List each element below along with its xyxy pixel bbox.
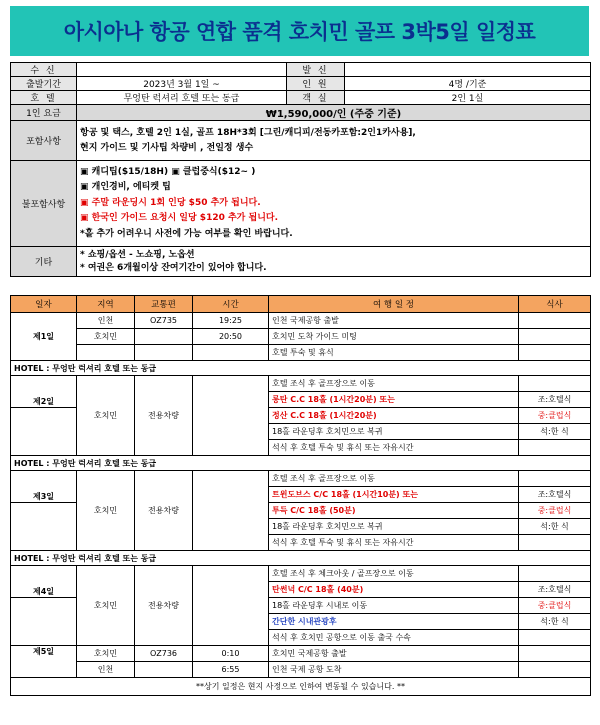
guest-label: 수 신: [11, 63, 77, 77]
plan-cell: 석식 후 호치민 공항으로 이동 출국 수속: [269, 630, 519, 646]
price-value: ₩1,590,000/인 (주중 기준): [77, 105, 591, 121]
time-cell: 6:55: [193, 662, 269, 678]
region-cell: [77, 345, 135, 361]
plan-cell: 호치민 도착 가이드 미팅: [269, 329, 519, 345]
hotel-label: 호 텔: [11, 91, 77, 105]
time-cell: 19:25: [193, 313, 269, 329]
day-label: 제4일: [11, 566, 77, 598]
region-cell: 호치민: [77, 329, 135, 345]
hotel-note: HOTEL : 무엉탄 럭셔리 호텔 또는 동급: [11, 456, 591, 471]
region-cell: 인천: [77, 662, 135, 678]
people-label: 인 원: [287, 77, 345, 91]
time-cell: [193, 566, 269, 646]
include-cell: [77, 121, 591, 161]
plan-cell: 호치민 국제공항 출발: [269, 646, 519, 662]
hotel-value: 무엉탄 럭셔리 호텔 또는 동급: [77, 91, 287, 105]
transport-cell: [135, 662, 193, 678]
meal-cell: 조:호텔식: [519, 392, 591, 408]
day-label: 제1일: [11, 313, 77, 361]
day-cell-empty: [11, 408, 77, 456]
header-date: 일자: [11, 296, 77, 313]
sender-label: 발 신: [287, 63, 345, 77]
meal-cell: [519, 535, 591, 551]
day-label: 제2일: [11, 376, 77, 408]
schedule-table: [10, 295, 591, 696]
etc-line: * 여권은 6개월이상 잔여기간이 있어야 합니다.: [80, 262, 267, 273]
meal-cell: 중:클럽식: [519, 503, 591, 519]
etc-label: 기타: [11, 247, 77, 277]
include-line: 항공 및 택스, 호텔 2인 1실, 골프 18H*3회 [그린/캐디피/전동카포함:2인1카사용],: [80, 127, 416, 138]
time-cell: 20:50: [193, 329, 269, 345]
plan-cell: 트윈도브스 C/C 18홀 (1시간10분) 또는: [269, 487, 519, 503]
meal-cell: 조:호텔식: [519, 582, 591, 598]
include-line: 현지 가이드 및 기사팁 차량비 , 전일정 생수: [80, 142, 254, 153]
transport-cell: 전용차량: [135, 376, 193, 456]
plan-cell: 호텔 조식 후 골프장으로 이동: [269, 471, 519, 487]
plan-cell: 간단한 시내관광후: [269, 614, 519, 630]
meal-cell: [519, 329, 591, 345]
plan-cell: 탄썬넉 C/C 18홀 (40분): [269, 582, 519, 598]
meal-cell: 석:한 식: [519, 424, 591, 440]
meal-cell: [519, 646, 591, 662]
transport-cell: 전용차량: [135, 566, 193, 646]
plan-cell: 호텔 투숙 및 휴식: [269, 345, 519, 361]
time-cell: [193, 471, 269, 551]
exclude-line: ▣ 개인경비, 에티켓 팁: [80, 182, 171, 193]
transport-cell: [135, 329, 193, 345]
header-transport: 교통편: [135, 296, 193, 313]
hotel-note: HOTEL : 무엉탄 럭셔리 호텔 또는 동급: [11, 551, 591, 566]
plan-cell: 인천 국제 공항 도착: [269, 662, 519, 678]
meal-cell: 중:클럽식: [519, 598, 591, 614]
meal-cell: 석:한 식: [519, 614, 591, 630]
transport-cell: OZ735: [135, 313, 193, 329]
period-label: 출발기간: [11, 77, 77, 91]
meal-cell: [519, 313, 591, 329]
exclude-label: 불포함사항: [11, 161, 77, 247]
day-cell-empty: [11, 598, 77, 646]
info-table: [10, 62, 591, 277]
footer-note: **상기 일정은 현지 사정으로 인하여 변동될 수 있습니다. **: [11, 678, 591, 696]
plan-cell: 18홀 라운딩후 시내로 이동: [269, 598, 519, 614]
time-cell: [193, 345, 269, 361]
room-label: 객 실: [287, 91, 345, 105]
exclude-cell: [77, 161, 591, 247]
sender-value: [345, 63, 591, 77]
exclude-line: ▣ 한국인 가이드 요청시 일당 $120 추가 됩니다.: [80, 213, 279, 224]
meal-cell: [519, 471, 591, 487]
header-time: 시간: [193, 296, 269, 313]
etc-line: * 쇼핑/옵션 - 노쇼핑, 노옵션: [80, 249, 195, 260]
region-cell: 호치민: [77, 566, 135, 646]
meal-cell: 석:한 식: [519, 519, 591, 535]
transport-cell: [135, 345, 193, 361]
transport-cell: 전용차량: [135, 471, 193, 551]
meal-cell: [519, 662, 591, 678]
day-label: 제3일: [11, 471, 77, 503]
plan-cell: 호텔 조식 후 체크아웃 / 골프장으로 이동: [269, 566, 519, 582]
meal-cell: 중:클럽식: [519, 408, 591, 424]
region-cell: 호치민: [77, 376, 135, 456]
meal-cell: [519, 630, 591, 646]
room-value: 2인 1실: [345, 91, 591, 105]
exclude-line: *홀 추가 어려우니 사전에 가능 여부를 확인 바랍니다.: [80, 228, 293, 239]
exclude-line: ▣ 주말 라운딩시 1회 인당 $50 추가 됩니다.: [80, 197, 261, 208]
guest-value: [77, 63, 287, 77]
plan-cell: 정산 C.C 18홀 (1시간20분): [269, 408, 519, 424]
plan-cell: 롱탄 C.C 18홀 (1시간20분) 또는: [269, 392, 519, 408]
include-label: 포함사항: [11, 121, 77, 161]
plan-cell: 석식 후 호텔 투숙 및 휴식 또는 자유시간: [269, 440, 519, 456]
region-cell: 인천: [77, 313, 135, 329]
plan-cell: 18홀 라운딩후 호치민으로 복귀: [269, 424, 519, 440]
region-cell: 호치민: [77, 646, 135, 662]
price-label: 1인 요금: [11, 105, 77, 121]
page-title: 아시아나 항공 연합 품격 호치민 골프 3박5일 일정표: [10, 6, 589, 56]
meal-cell: [519, 345, 591, 361]
plan-cell: 투득 C/C 18홀 (50분): [269, 503, 519, 519]
header-meal: 식사: [519, 296, 591, 313]
plan-cell: 호텔 조식 후 골프장으로 이동: [269, 376, 519, 392]
meal-cell: [519, 440, 591, 456]
header-plan: 여 행 일 정: [269, 296, 519, 313]
header-region: 지역: [77, 296, 135, 313]
region-cell: 호치민: [77, 471, 135, 551]
meal-cell: [519, 376, 591, 392]
plan-cell: 인천 국제공항 출발: [269, 313, 519, 329]
plan-cell: 석식 후 호텔 투숙 및 휴식 또는 자유시간: [269, 535, 519, 551]
meal-cell: [519, 566, 591, 582]
etc-cell: [77, 247, 591, 277]
hotel-note: HOTEL : 무엉탄 럭셔리 호텔 또는 동급: [11, 361, 591, 376]
day-cell-empty: [11, 503, 77, 551]
meal-cell: 조:호텔식: [519, 487, 591, 503]
plan-cell: 18홀 라운딩후 호치민으로 복귀: [269, 519, 519, 535]
period-value: 2023년 3월 1일 ~: [77, 77, 287, 91]
people-value: 4명 /기준: [345, 77, 591, 91]
time-cell: 0:10: [193, 646, 269, 662]
transport-cell: OZ736: [135, 646, 193, 662]
day-label: 제5일: [11, 646, 77, 678]
exclude-line: ▣ 캐디팁($15/18H) ▣ 클럽중식($12~ ): [80, 166, 256, 177]
time-cell: [193, 376, 269, 456]
